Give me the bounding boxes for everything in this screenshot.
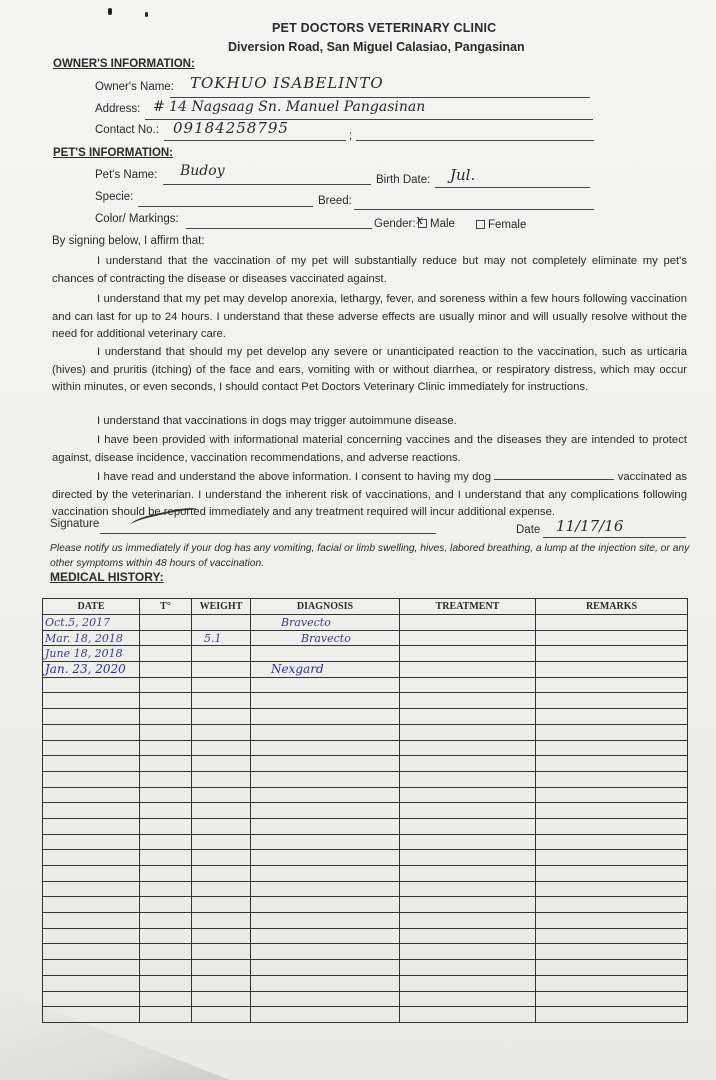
cell-temp [140, 881, 192, 897]
table-row [43, 630, 688, 646]
cell-temp [140, 991, 192, 1007]
consent-paragraph-6-text-a: I have read and understand the above information. I consent to having my dog [97, 471, 491, 483]
cell-remarks [536, 991, 688, 1007]
cell-date [43, 771, 140, 787]
table-row [43, 615, 688, 631]
owner-section-title: OWNER'S INFORMATION: [53, 58, 195, 70]
column-header-date: DATE [43, 599, 140, 615]
cell-remarks [536, 818, 688, 834]
consent-paragraph-5 [52, 432, 687, 467]
consent-paragraph-4-text: I understand that vaccinations in dogs may trigger autoimmune disease. [97, 415, 457, 427]
cell-remarks [536, 975, 688, 991]
table-row-empty [43, 991, 688, 1007]
date-value: 11/17/16 [556, 517, 624, 535]
cell-weight [192, 615, 251, 631]
consent-paragraph-6-text-b: vaccinated [617, 471, 672, 483]
cell-diagnosis [251, 913, 400, 929]
contact-separator: ; [349, 130, 353, 142]
owner-contact-label: Contact No.: [95, 124, 159, 136]
clinic-address: Diversion Road, San Miguel Calasiao, Pangasinan [228, 40, 525, 54]
cell-diagnosis [251, 709, 400, 725]
owner-contact-line-2 [356, 140, 594, 141]
cell-temp [140, 771, 192, 787]
table-row-empty [43, 866, 688, 882]
cell-temp [140, 724, 192, 740]
table-row-empty [43, 834, 688, 850]
owner-name-value: TOKHUO ISABELINTO [190, 74, 384, 92]
owner-name-label: Owner's Name: [95, 81, 174, 93]
cell-temp [140, 787, 192, 803]
table-row-empty [43, 975, 688, 991]
cell-diagnosis [251, 834, 400, 850]
clinic-name: PET DOCTORS VETERINARY CLINIC [272, 21, 497, 35]
cell-diagnosis: Bravecto [251, 630, 400, 646]
cell-temp [140, 693, 192, 709]
cell-diagnosis [251, 944, 400, 960]
cell-treatment [400, 834, 536, 850]
cell-diagnosis [251, 756, 400, 772]
cell-weight [192, 960, 251, 976]
signature-line [100, 533, 436, 534]
cell-weight [192, 662, 251, 678]
cell-remarks [536, 771, 688, 787]
column-header-diagnosis: DIAGNOSIS [251, 599, 400, 615]
cell-weight [192, 709, 251, 725]
cell-date [43, 850, 140, 866]
cell-treatment [400, 630, 536, 646]
cell-date [43, 724, 140, 740]
table-row-empty [43, 897, 688, 913]
date-label: Date [516, 524, 541, 536]
cell-date [43, 928, 140, 944]
cell-temp [140, 615, 192, 631]
cell-temp [140, 677, 192, 693]
gender-male-option[interactable] [418, 218, 455, 230]
cell-weight [192, 975, 251, 991]
cell-remarks [536, 1007, 688, 1023]
cell-weight [192, 913, 251, 929]
cell-weight [192, 756, 251, 772]
cell-remarks [536, 928, 688, 944]
cell-remarks [536, 756, 688, 772]
cell-date [43, 991, 140, 1007]
cell-diagnosis [251, 693, 400, 709]
cell-remarks [536, 866, 688, 882]
cell-temp [140, 834, 192, 850]
cell-date [43, 944, 140, 960]
history-section-title: MEDICAL HISTORY: [50, 570, 164, 584]
gender-female-label: Female [488, 219, 527, 231]
consent-intro: By signing below, I affirm that: [52, 235, 205, 247]
cell-date: June 18, 2018 [43, 646, 140, 662]
table-row-empty [43, 913, 688, 929]
cell-temp [140, 850, 192, 866]
cell-temp [140, 818, 192, 834]
table-row-empty [43, 881, 688, 897]
owner-address-label: Address: [95, 103, 141, 115]
consent-paragraph-1-text: I understand that the vaccination of my pet will substantially reduce but may not completely eliminate my pet's chances of contracting the disease or diseases vaccinated against. [52, 255, 687, 285]
cell-treatment [400, 677, 536, 693]
cell-treatment [400, 724, 536, 740]
cell-date [43, 834, 140, 850]
cell-diagnosis [251, 1007, 400, 1023]
cell-temp [140, 897, 192, 913]
cell-diagnosis [251, 975, 400, 991]
gender-male-label: Male [430, 218, 455, 230]
cell-treatment [400, 693, 536, 709]
medical-history-table [42, 598, 688, 1023]
cell-temp [140, 866, 192, 882]
cell-date: Jan. 23, 2020 [43, 662, 140, 678]
cell-diagnosis [251, 740, 400, 756]
cell-weight [192, 928, 251, 944]
cell-treatment [400, 787, 536, 803]
cell-date [43, 677, 140, 693]
cell-remarks [536, 881, 688, 897]
cell-remarks [536, 724, 688, 740]
cell-date [43, 787, 140, 803]
specie-line [138, 206, 313, 207]
cell-treatment [400, 944, 536, 960]
cell-remarks [536, 630, 688, 646]
owner-name-line [170, 97, 590, 98]
cell-weight [192, 834, 251, 850]
pet-name-value: Budoy [180, 163, 225, 179]
consent-paragraph-4 [52, 413, 687, 431]
cell-remarks [536, 615, 688, 631]
cell-diagnosis [251, 897, 400, 913]
ink-speck [108, 8, 112, 15]
consent-paragraph-6-text-c: as directed by the veterinarian. I understand the inherent risk of vaccinations, and I understand that any complications following vaccination should be reported immediately and any treatment required will incur additional expense. [52, 471, 688, 518]
cell-treatment [400, 771, 536, 787]
cell-weight: 5.1 [192, 630, 251, 646]
cell-date: Oct.5, 2017 [43, 615, 140, 631]
cell-temp [140, 944, 192, 960]
cell-remarks [536, 709, 688, 725]
cell-diagnosis [251, 771, 400, 787]
table-row-empty [43, 850, 688, 866]
cell-weight [192, 677, 251, 693]
cell-date [43, 709, 140, 725]
cell-remarks [536, 960, 688, 976]
breed-label: Breed: [318, 195, 352, 207]
table-header-row [43, 599, 688, 615]
notify-note: Please notify us immediately if your dog has any vomiting, facial or limb swelling, hives, labored breathing, a lump at the injection site, or any other symptoms within 48 hours of vaccination. [50, 543, 690, 569]
cell-treatment [400, 928, 536, 944]
pet-section-title: PET'S INFORMATION: [53, 147, 174, 159]
ink-speck [145, 12, 148, 17]
cell-temp [140, 803, 192, 819]
cell-temp [140, 913, 192, 929]
cell-treatment [400, 850, 536, 866]
cell-temp [140, 740, 192, 756]
column-header-treatment: TREATMENT [400, 599, 536, 615]
cell-date [43, 693, 140, 709]
cell-treatment [400, 991, 536, 1007]
cell-diagnosis [251, 928, 400, 944]
cell-treatment [400, 866, 536, 882]
cell-date [43, 740, 140, 756]
cell-weight [192, 646, 251, 662]
cell-remarks [536, 803, 688, 819]
cell-treatment [400, 740, 536, 756]
table-row-empty [43, 693, 688, 709]
owner-address-value: # 14 Nagsaag Sn. Manuel Pangasinan [153, 99, 426, 115]
cell-diagnosis [251, 960, 400, 976]
color-markings-label: Color/ Markings: [95, 213, 179, 225]
signature-label: Signature [50, 518, 100, 530]
cell-treatment [400, 975, 536, 991]
table-row [43, 662, 688, 678]
gender-female-checkbox[interactable] [476, 220, 485, 229]
birth-date-value: Jul. [450, 166, 476, 184]
cell-remarks [536, 787, 688, 803]
cell-date [43, 803, 140, 819]
cell-weight [192, 1007, 251, 1023]
cell-diagnosis [251, 787, 400, 803]
table-row-empty [43, 740, 688, 756]
owner-contact-value: 09184258795 [173, 119, 289, 137]
cell-weight [192, 866, 251, 882]
cell-temp [140, 646, 192, 662]
cell-treatment [400, 897, 536, 913]
cell-weight [192, 897, 251, 913]
table-row-empty [43, 787, 688, 803]
cell-remarks [536, 897, 688, 913]
consent-paragraph-2-text: I understand that my pet may develop anorexia, lethargy, fever, and soreness within a few hours following vaccination and can last for up to 24 hours. I understand that these adverse effects are usually minor and will usually resolve without the need for additional veterinary care. [52, 293, 687, 340]
cell-temp [140, 756, 192, 772]
cell-diagnosis [251, 646, 400, 662]
cell-temp [140, 975, 192, 991]
cell-temp [140, 630, 192, 646]
cell-treatment [400, 709, 536, 725]
table-row-empty [43, 677, 688, 693]
cell-date [43, 897, 140, 913]
owner-contact-line [164, 140, 346, 141]
date-line [543, 537, 686, 538]
table-row-empty [43, 1007, 688, 1023]
table-row-empty [43, 709, 688, 725]
cell-weight [192, 724, 251, 740]
cell-weight [192, 803, 251, 819]
cell-treatment [400, 1007, 536, 1023]
table-row-empty [43, 771, 688, 787]
consent-paragraph-5-text: I have been provided with informational material concerning vaccines and the diseases they are intended to protect against, disease incidence, vaccination recommendations, and adverse reactions. [52, 434, 687, 464]
cell-diagnosis [251, 677, 400, 693]
cell-temp [140, 709, 192, 725]
table-row-empty [43, 803, 688, 819]
cell-date [43, 1007, 140, 1023]
cell-diagnosis [251, 818, 400, 834]
cell-temp [140, 1007, 192, 1023]
cell-diagnosis [251, 991, 400, 1007]
birth-date-label: Birth Date: [376, 174, 431, 186]
cell-diagnosis [251, 803, 400, 819]
gender-female-option[interactable] [476, 219, 526, 231]
cell-date [43, 881, 140, 897]
color-markings-line [186, 228, 372, 229]
cell-remarks [536, 646, 688, 662]
cell-diagnosis [251, 850, 400, 866]
specie-label: Specie: [95, 191, 134, 203]
cell-weight [192, 991, 251, 1007]
cell-treatment [400, 803, 536, 819]
column-header-weight: WEIGHT [192, 599, 251, 615]
cell-remarks [536, 693, 688, 709]
dog-name-blank [494, 479, 614, 480]
cell-date [43, 960, 140, 976]
column-header-temp: T° [140, 599, 192, 615]
cell-treatment [400, 646, 536, 662]
cell-date [43, 913, 140, 929]
cell-diagnosis [251, 724, 400, 740]
consent-paragraph-3 [52, 344, 687, 397]
cell-treatment [400, 881, 536, 897]
breed-line [354, 209, 594, 210]
gender-label: Gender: [374, 218, 416, 230]
cell-treatment [400, 913, 536, 929]
cell-treatment [400, 818, 536, 834]
cell-remarks [536, 677, 688, 693]
consent-paragraph-2 [52, 291, 687, 344]
cell-date [43, 866, 140, 882]
column-header-remarks: REMARKS [536, 599, 688, 615]
birth-date-line [435, 187, 590, 188]
cell-weight [192, 693, 251, 709]
table-row-empty [43, 818, 688, 834]
cell-diagnosis: Nexgard [251, 662, 400, 678]
cell-remarks [536, 740, 688, 756]
cell-remarks [536, 662, 688, 678]
cell-remarks [536, 913, 688, 929]
cell-diagnosis [251, 866, 400, 882]
cell-weight [192, 881, 251, 897]
table-row-empty [43, 756, 688, 772]
cell-date: Mar. 18, 2018 [43, 630, 140, 646]
cell-date [43, 756, 140, 772]
table-row-empty [43, 960, 688, 976]
cell-weight [192, 818, 251, 834]
gender-male-mark: x [416, 213, 424, 228]
cell-weight [192, 771, 251, 787]
cell-date [43, 818, 140, 834]
cell-date [43, 975, 140, 991]
cell-diagnosis: Bravecto [251, 615, 400, 631]
cell-remarks [536, 834, 688, 850]
table-row-empty [43, 944, 688, 960]
cell-weight [192, 787, 251, 803]
consent-paragraph-1 [52, 253, 687, 288]
cell-temp [140, 960, 192, 976]
cell-treatment [400, 756, 536, 772]
cell-treatment [400, 662, 536, 678]
pet-name-label: Pet's Name: [95, 169, 158, 181]
cell-remarks [536, 850, 688, 866]
table-row-empty [43, 928, 688, 944]
cell-treatment [400, 615, 536, 631]
consent-paragraph-3-text: I understand that should my pet develop any severe or unanticipated reaction to the vaccination, such as urticaria (hives) and pruritis (itching) of the face and ears, vomiting with or without diarrhea, or respiratory distress, which may occur within minutes, or even seconds, I should contact Pet Doctors Veterinary Clinic immediately for instructions. [52, 346, 687, 393]
table-row-empty [43, 724, 688, 740]
cell-temp [140, 928, 192, 944]
pet-name-line [163, 184, 371, 185]
cell-temp [140, 662, 192, 678]
consent-paragraph-6 [52, 469, 687, 522]
cell-weight [192, 740, 251, 756]
cell-treatment [400, 960, 536, 976]
cell-weight [192, 850, 251, 866]
cell-weight [192, 944, 251, 960]
table-row [43, 646, 688, 662]
cell-remarks [536, 944, 688, 960]
cell-diagnosis [251, 881, 400, 897]
